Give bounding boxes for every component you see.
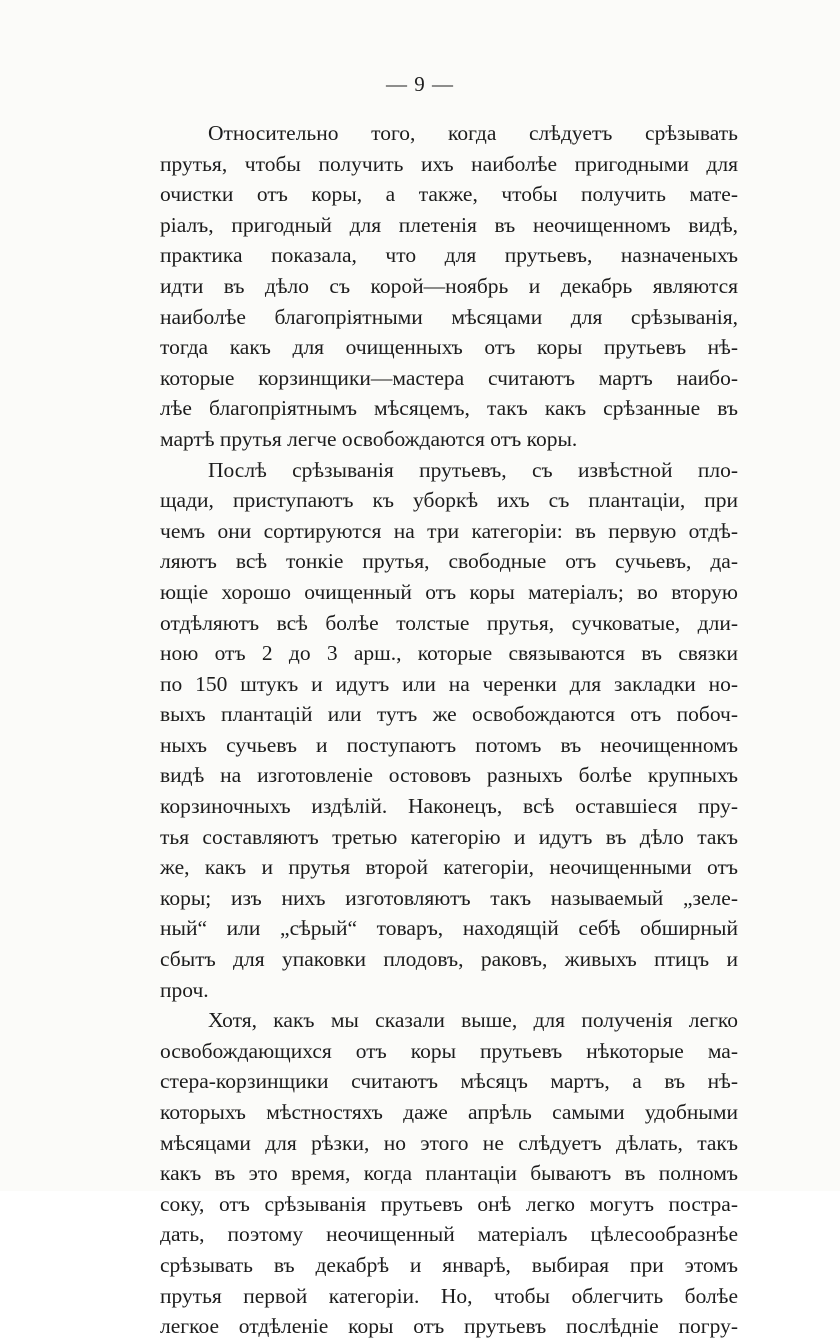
text-line: срѣзывать въ декабрѣ и январѣ, выбирая при этомъ	[160, 1252, 738, 1277]
text-line: ляютъ всѣ тонкіе прутья, свободные отъ сучьевъ, да-	[160, 549, 738, 574]
text-line: которые корзинщики—мастера считаютъ мартъ наибо-	[160, 365, 738, 390]
paragraph-3	[160, 1005, 738, 1342]
text-line: тья составляютъ третью категорію и идутъ въ дѣло такъ	[160, 824, 738, 849]
paragraph-1	[160, 118, 738, 455]
text-line: чемъ они сортируются на три категоріи: въ первую отдѣ-	[160, 518, 738, 543]
text-line: Послѣ срѣзыванія прутьевъ, съ извѣстной пло-	[208, 457, 738, 482]
text-line: наиболѣе благопріятными мѣсяцами для срѣзыванія,	[160, 304, 738, 329]
text-line: Относительно того, когда слѣдуетъ срѣзывать	[208, 121, 738, 145]
text-line: ною отъ 2 до 3 арш., которые связываются въ связки	[160, 641, 738, 666]
text-line: тогда какъ для очищенныхъ отъ коры прутьевъ нѣ-	[160, 335, 738, 360]
text-line: ющіе хорошо очищенный отъ коры матеріалъ; во вторую	[160, 579, 738, 604]
text-line: практика показала, что для прутьевъ, назначеныхъ	[160, 243, 738, 268]
text-line: корзиночныхъ издѣлій. Наконецъ, всѣ оставшіеся пру-	[160, 794, 738, 819]
text-line: же, какъ и прутья второй категоріи, неочищенными отъ	[160, 855, 738, 880]
text-line: отдѣляютъ всѣ болѣе толстые прутья, сучковатые, дли-	[160, 610, 738, 635]
text-line: очистки отъ коры, а также, чтобы получить мате-	[160, 182, 738, 207]
text-line: щади, приступаютъ къ уборкѣ ихъ съ плантаціи, при	[160, 488, 738, 513]
text-line: видѣ на изготовленіе остововъ разныхъ болѣе крупныхъ	[160, 763, 738, 788]
text-line: освобождающихся отъ коры прутьевъ нѣкоторые ма-	[160, 1038, 738, 1063]
page-number: — 9 —	[386, 72, 454, 96]
text-line: идти въ дѣло съ корой—ноябрь и декабрь являются	[160, 273, 738, 298]
text-line: прутья первой категоріи. Но, чтобы облегчить болѣе	[160, 1283, 738, 1308]
text-line: дать, поэтому неочищенный матеріалъ цѣлесообразнѣе	[160, 1222, 738, 1247]
text-line: мартѣ прутья легче освобождаются отъ коры.	[160, 426, 578, 451]
text-line: лѣе благопріятнымъ мѣсяцемъ, такъ какъ срѣзанные въ	[160, 396, 738, 421]
text-line: соку, отъ срѣзыванія прутьевъ онѣ легко могутъ постра-	[160, 1191, 738, 1216]
text-line: ный“ или „сѣрый“ товаръ, находящій себѣ обширный	[160, 916, 738, 941]
text-line: по 150 штукъ и идутъ или на черенки для закладки но-	[160, 671, 738, 696]
text-line: сбытъ для упаковки плодовъ, раковъ, живыхъ птицъ и	[160, 947, 738, 972]
text-line: легкое отдѣленіе коры отъ прутьевъ послѣдніе погру-	[160, 1314, 738, 1339]
text-line: ріалъ, пригодный для плетенія въ неочищенномъ видѣ,	[160, 212, 738, 237]
text-line: коры; изъ нихъ изготовляютъ такъ называемый „зеле-	[160, 885, 738, 910]
text-line: какъ въ это время, когда плантаціи бываютъ въ полномъ	[160, 1161, 738, 1186]
paragraph-2	[160, 455, 738, 1006]
text-line: стера-корзинщики считаютъ мѣсяцъ мартъ, а въ нѣ-	[160, 1069, 738, 1094]
body-text	[160, 118, 738, 1342]
text-line: ныхъ сучьевъ и поступаютъ потомъ въ неочищенномъ	[160, 732, 738, 757]
text-line: прутья, чтобы получить ихъ наиболѣе пригодными для	[160, 151, 738, 176]
text-line: проч.	[160, 977, 209, 1002]
text-line: которыхъ мѣстностяхъ даже апрѣль самыми удобными	[160, 1100, 738, 1124]
text-line: Хотя, какъ мы сказали выше, для полученія легко	[208, 1008, 738, 1033]
text-line: выхъ плантацій или тутъ же освобождаются отъ побоч-	[160, 702, 738, 727]
text-line: мѣсяцами для рѣзки, но этого не слѣдуетъ дѣлать, такъ	[160, 1130, 738, 1155]
